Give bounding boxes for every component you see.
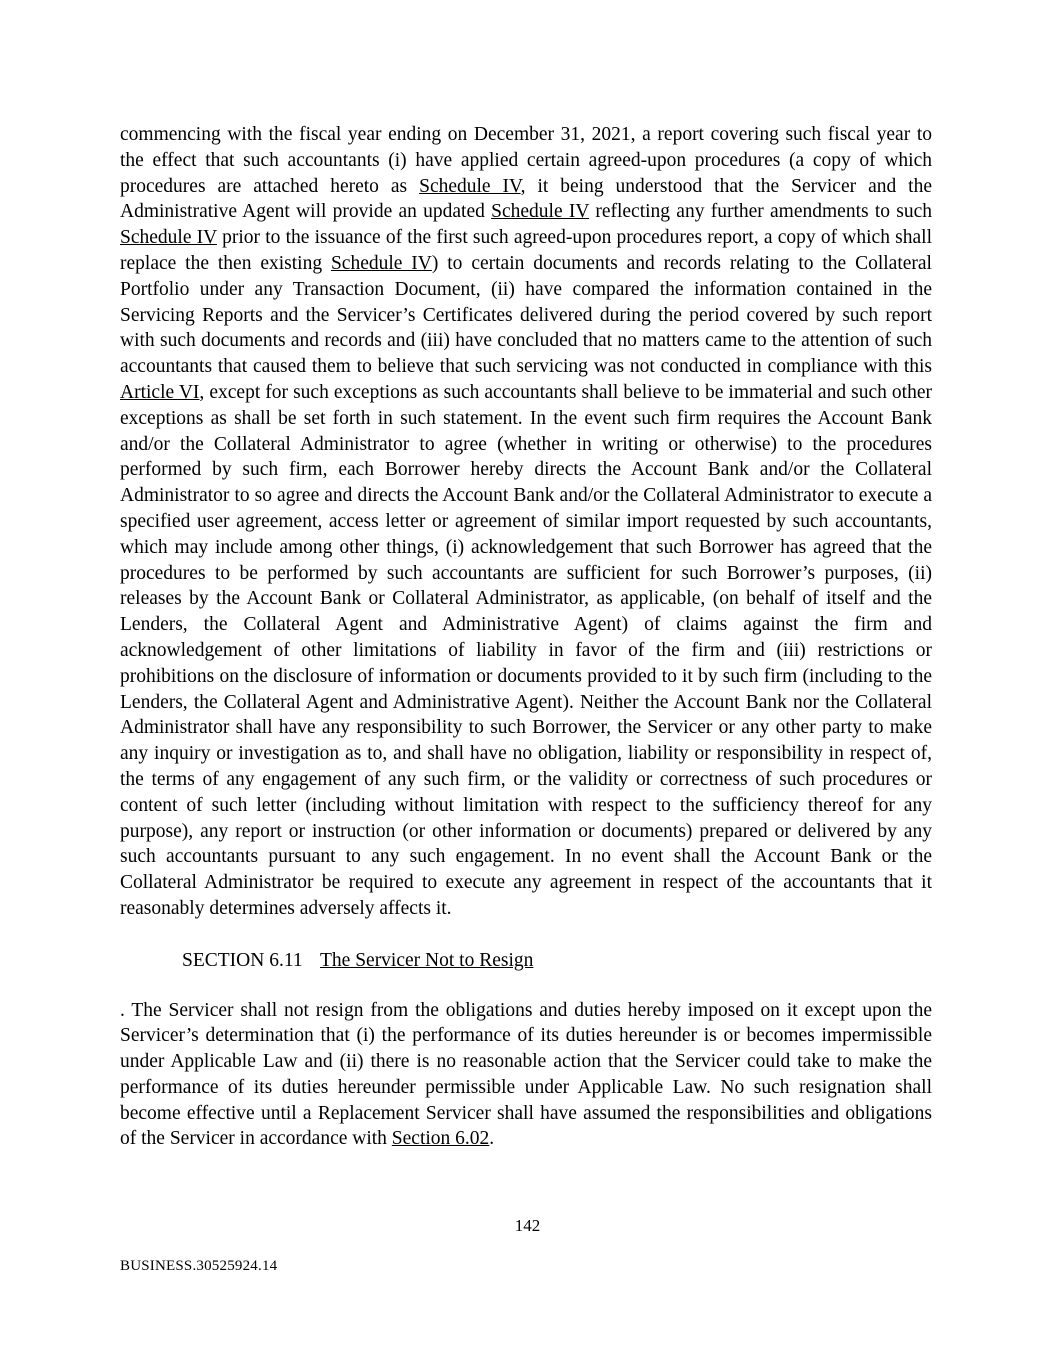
- reference-schedule-iv-3: Schedule IV: [120, 227, 217, 249]
- page-number: 142: [514, 1216, 541, 1235]
- reference-schedule-iv-2: Schedule IV: [491, 201, 590, 223]
- paragraph-servicer-resign: [120, 974, 932, 1153]
- paragraph1-segment-6: , except for such exceptions as such accountants shall believe to be immaterial and such other exceptions as shall be set forth in such statement. In the event such firm requires the Account Bank and/or the Collateral Administrator to agree (whether in writing or otherwise) to the procedures performed by such firm, each Borrower hereby directs the Account Bank and/or the Collateral Administrator to so agree and directs the Account Bank and/or the Collateral Administrator to execute a specified user agreement, access letter or agreement of similar import requested by such accountants, which may include among other things, (i) acknowledgement that such Borrower has agreed that the procedures to be performed by such accountants are sufficient for such Borrower’s purposes, (ii) releases by the Account Bank or Collateral Administrator, as applicable, (on behalf of itself and the Lenders, the Collateral Agent and Administrative Agent) of claims against the firm and acknowledgement of other limitations of liability in favor of the firm and (iii) restrictions or prohibitions on the disclosure of information or documents provided to it by such firm (including to the Lenders, the Collateral Agent and Administrative Agent). Neither the Account Bank nor the Collateral Administrator shall have any responsibility to such Borrower, the Servicer or any other party to make any inquiry or investigation as to, and shall have no obligation, liability or responsibility in respect of, the terms of any engagement of any such firm, or the validity or correctness of such procedures or content of such letter (including without limitation with respect to the sufficiency thereof for any purpose), any report or instruction (or other information or documents) prepared or delivered by any such accountants pursuant to any such engagement. In no event shall the Account Bank or the Collateral Administrator be required to execute any agreement in respect of the accountants that it reasonably determines adversely affects it.: [120, 381, 932, 919]
- footer-document-id: BUSINESS.30525924.14: [120, 1258, 278, 1274]
- paragraph2-segment-1: . The Servicer shall not resign from the obligations and duties hereby imposed on it except upon the Servicer’s determination that (i) the performance of its duties hereunder is or becomes impermissible under Applicable Law and (ii) there is no reasonable action that the Servicer could take to make the performance of its duties hereunder permissible under Applicable Law. No such resignation shall become effective until a Replacement Servicer shall have assumed the responsibilities and obligations of the Servicer in accordance with: [120, 999, 932, 1150]
- paragraph1-segment-5: ) to certain documents and records relating to the Collateral Portfolio under any Transaction Document, (ii) have compared the information contained in the Servicing Reports and the Servicer’s Certificates delivered during the period covered by such report with such documents and records and (iii) have concluded that no matters came to the attention of such accountants that caused them to believe that such servicing was not conducted in compliance with this: [120, 252, 932, 378]
- paragraph1-segment-2: , it being understood that the Servicer and the Administrative Agent will provide an updated: [120, 175, 933, 223]
- paragraph1-segment-3: reflecting any further amendments to such: [589, 201, 932, 223]
- paragraph2-segment-2: .: [489, 1128, 495, 1150]
- section-heading: [120, 922, 932, 974]
- paragraph1-segment-1: commencing with the fiscal year ending on December 31, 2021, a report covering such fiscal year to the effect that such accountants (i) have applied certain agreed-upon procedures (a copy of which procedures are attached hereto as: [120, 124, 932, 197]
- section-title: The Servicer Not to Resign: [320, 949, 534, 971]
- page-content: [120, 122, 932, 1152]
- reference-article-vi: Article VI: [120, 381, 200, 403]
- paragraph1-segment-4: prior to the issuance of the first such agreed-upon procedures report, a copy of which shall replace the then existing: [120, 227, 932, 274]
- reference-schedule-iv-4: Schedule IV: [330, 252, 432, 274]
- section-number: SECTION 6.11: [182, 949, 303, 971]
- reference-section-6-02: Section 6.02: [391, 1128, 490, 1150]
- paragraph-accountants-report: [120, 122, 932, 922]
- reference-schedule-iv-1: Schedule IV: [419, 175, 521, 197]
